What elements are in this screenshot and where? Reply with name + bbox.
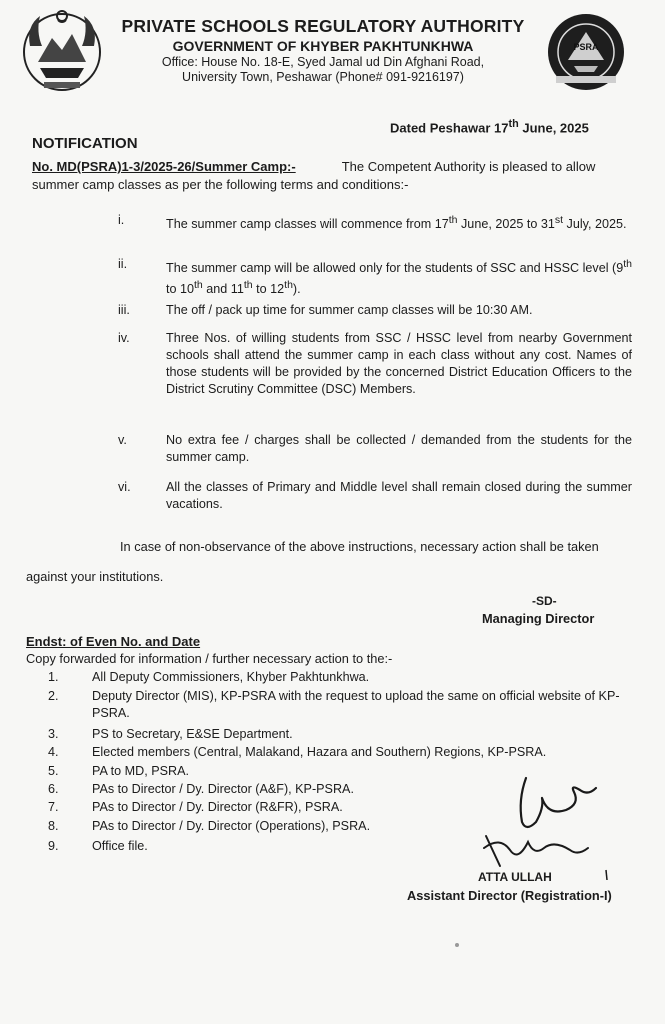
- notification-heading: NOTIFICATION: [32, 135, 138, 152]
- sd-mark: -SD-: [532, 594, 557, 608]
- reference-line: [32, 157, 642, 176]
- endorsement-intro: Copy forwarded for information / further necessary action to the:-: [26, 651, 393, 666]
- speck: [455, 943, 459, 947]
- closing-line-1: In case of non-observance of the above instructions, necessary action shall be taken: [120, 539, 599, 554]
- psra-seal-icon: [534, 10, 638, 94]
- endorsement-heading: Endst: of Even No. and Date: [26, 634, 201, 649]
- notification-page: PRIVATE SCHOOLS REGULATORY AUTHORITY GOVERNMENT OF KHYBER PAKHTUNKHWA Office: House No. 18-E, Syed Jamal ud Din Afghani Road, University Town, Peshawar (Phone# 091-9216197) PSRA Dated Peshawar 17th June, 2025 NOTIFICATION No. MD(PSRA)1-3/2025-26/Summer Camp:- The Competent Authority is pleased to allow summer camp classes as per the following terms and conditions:- i. The summer camp classes will commence from 17th June, 2025 to 31st July, 2025. ii. The summer camp will be allowed only for the students of SSC and HSSC level (9th to 10th and 11th to 12th). iii. The off / pack up time for summer camp classes will be 10:30 AM. iv. Three Nos. of willing students from SSC / HSSC level from nearby Government schools shall attend the summer camp in each class without any cost. Names of those students will be provided by the concerned District Education Officers to the District Scrutiny Committee (DSC) Members. v. No extra fee / charges shall be collected / demanded from the students for the summer camp. vi. All the classes of Primary and Middle level shall remain closed during the summer vacations. In case of non-observance of the above instructions, necessary action shall be taken against your institutions. -SD- Managing Director Endst: of Even No. and Date Copy forwarded for information / further necessary action to the:- 1. All Deputy Commissioners, Khyber Pakhtunkhwa. 2. Deputy Director (MIS), KP-PSRA with the request to upload the same on official website of KP-PSRA. 3. PS to Secretary, E&SE Department. 4. Elected members (Central, Malakand, Hazara and Southern) Regions, KP-PSRA. 5. PA to MD, PSRA. 6. PAs to Director / Dy. Director (A&F), KP-PSRA. 7. PAs to Director / Dy. Director (R&FR), PSRA. 8. PAs to Director / Dy. Director (Operations), PSRA. 9. Office file. ATTA ULLAH Assistant Director (Registration-I): [0, 0, 665, 1024]
- signatory-name: ATTA ULLAH: [478, 870, 552, 884]
- intro-text-part1: The Competent Authority is pleased to allow: [341, 159, 596, 174]
- address-line-1: Office: House No. 18-E, Syed Jamal ud Din Afghani Road,: [161, 55, 485, 69]
- kp-government-emblem-icon: [18, 6, 106, 98]
- intro-text-part2: summer camp classes as per the following terms and conditions:-: [32, 177, 409, 192]
- reference-number: No. MD(PSRA)1-3/2025-26/Summer Camp:-: [32, 159, 296, 174]
- signature-icon: [470, 770, 610, 880]
- closing-line-2: against your institutions.: [26, 569, 164, 584]
- signatory-designation: Assistant Director (Registration-I): [407, 888, 612, 903]
- seal-text: PSRA: [573, 42, 599, 52]
- managing-director-designation: Managing Director: [482, 611, 595, 626]
- date-line: Dated Peshawar 17th June, 2025: [390, 118, 589, 136]
- authority-title: PRIVATE SCHOOLS REGULATORY AUTHORITY: [121, 16, 525, 36]
- letterhead: [108, 16, 538, 85]
- government-subtitle: GOVERNMENT OF KHYBER PAKHTUNKHWA: [172, 38, 474, 54]
- address-line-2: University Town, Peshawar (Phone# 091-9216197): [182, 70, 464, 84]
